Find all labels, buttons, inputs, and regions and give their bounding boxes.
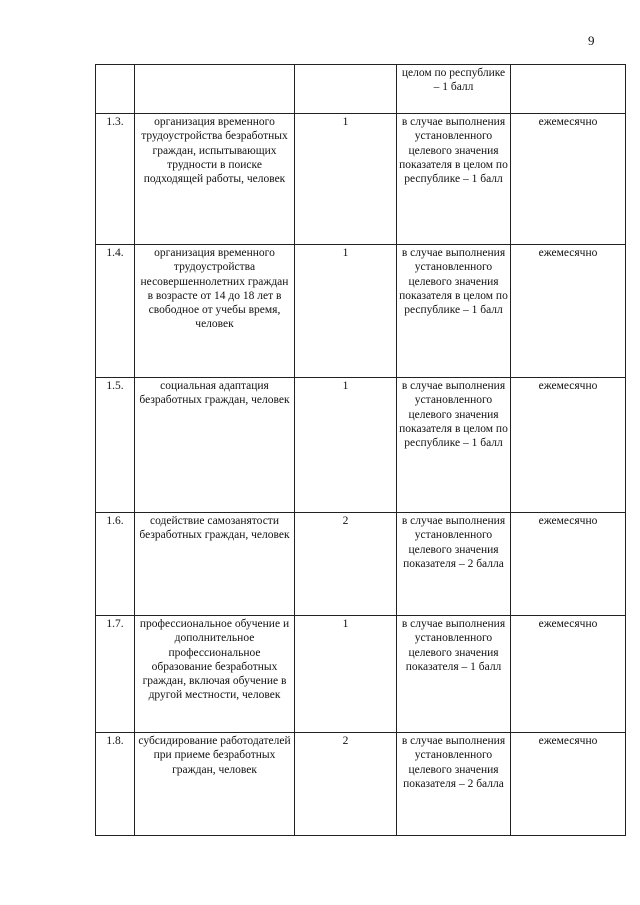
cell-score: 1 [295,114,397,245]
cell-number: 1.4. [96,245,135,378]
cell-periodicity: ежемесячно [511,733,626,836]
table-row [96,245,626,378]
cell-score: 1 [295,378,397,513]
cell-condition: в случае выполнения установленного целевого значения показателя в целом по республике – 1 балл [397,114,511,245]
table-row [96,616,626,733]
cell-periodicity: ежемесячно [511,114,626,245]
cell-condition: в случае выполнения установленного целевого значения показателя – 2 балла [397,513,511,616]
cell-number: 1.7. [96,616,135,733]
cell-score: 1 [295,245,397,378]
cell-periodicity [511,65,626,114]
cell-periodicity: ежемесячно [511,513,626,616]
cell-score: 2 [295,513,397,616]
cell-number: 1.5. [96,378,135,513]
cell-indicator-name: социальная адаптация безработных граждан, человек [135,378,295,513]
cell-indicator-name [135,65,295,114]
cell-indicator-name: профессиональное обучение и дополнительное профессиональное образование безработных граждан, включая обучение в другой местности, человек [135,616,295,733]
cell-indicator-name: организация временного трудоустройства несовершеннолетних граждан в возрасте от 14 до 18 лет в свободное от учебы время, человек [135,245,295,378]
cell-score [295,65,397,114]
cell-condition: целом по республике – 1 балл [397,65,511,114]
cell-score: 1 [295,616,397,733]
table-row [96,733,626,836]
cell-periodicity: ежемесячно [511,378,626,513]
table-row [96,114,626,245]
cell-number: 1.6. [96,513,135,616]
cell-condition: в случае выполнения установленного целевого значения показателя в целом по республике – 1 балл [397,245,511,378]
cell-condition: в случае выполнения установленного целевого значения показателя в целом по республике – 1 балл [397,378,511,513]
table-row-continuation [96,65,626,114]
criteria-table [95,64,626,836]
table-row [96,378,626,513]
table-row [96,513,626,616]
cell-number [96,65,135,114]
cell-indicator-name: содействие самозанятости безработных граждан, человек [135,513,295,616]
cell-condition: в случае выполнения установленного целевого значения показателя – 1 балл [397,616,511,733]
cell-score: 2 [295,733,397,836]
cell-number: 1.3. [96,114,135,245]
cell-condition: в случае выполнения установленного целевого значения показателя – 2 балла [397,733,511,836]
cell-indicator-name: субсидирование работодателей при приеме безработных граждан, человек [135,733,295,836]
cell-periodicity: ежемесячно [511,245,626,378]
page-number: 9 [588,33,595,48]
cell-indicator-name: организация временного трудоустройства безработных граждан, испытывающих трудности в поиске подходящей работы, человек [135,114,295,245]
cell-number: 1.8. [96,733,135,836]
cell-periodicity: ежемесячно [511,616,626,733]
